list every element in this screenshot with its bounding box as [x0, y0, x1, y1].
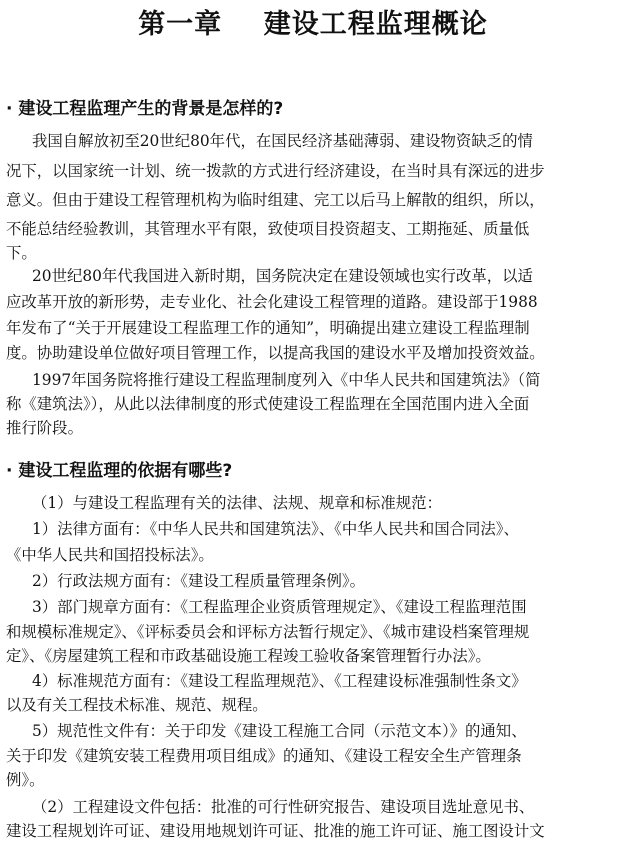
paragraph-line: 1）法律方面有：《中华人民共和国建筑法》、《中华人民共和国合同法》、 — [32, 520, 519, 538]
paragraph-line: 年发布了“关于开展建设工程监理工作的通知”，明确提出建立建设工程监理制 — [6, 319, 530, 337]
paragraph-line: 《中华人民共和国招投标法》。 — [6, 546, 214, 564]
paragraph-line: 3）部门规章方面有：《工程监理企业资质管理规定》、《建设工程监理范围 — [32, 598, 527, 616]
paragraph-line: （1）与建设工程监理有关的法律、法规、规章和标准规范： — [32, 494, 442, 512]
paragraph-line: 不能总结经验教训，其管理水平有限，致使项目投资超支、工期拖延、质量低 — [6, 220, 530, 238]
paragraph-line: 1997年国务院将推行建设工程监理制度列入《中华人民共和国建筑法》（简 — [32, 371, 541, 389]
paragraph-line: （2）工程建设文件包括：批准的可行性研究报告、建设项目选址意见书、 — [32, 798, 535, 816]
paragraph-line: 意义。但由于建设工程管理机构为临时组建、完工以后马上解散的组织，所以， — [6, 191, 545, 209]
paragraph-line: 称《建筑法》），从此以法律制度的形式使建设工程监理在全国范围内进入全面 — [6, 395, 530, 413]
paragraph-line: 2）行政法规方面有：《建设工程质量管理条例》。 — [32, 572, 365, 590]
paragraph-line: 况下，以国家统一计划、统一拨款的方式进行经济建设，在当时具有深远的进步 — [6, 162, 545, 180]
paragraph-line: 应改革开放的新形势，走专业化、社会化建设工程管理的道路。建设部于1988 — [6, 293, 538, 311]
paragraph-line: 度。协助建设单位做好项目管理工作，以提高我国的建设水平及增加投资效益。 — [6, 344, 545, 362]
paragraph-line: 以及有关工程技术标准、规范、规程。 — [6, 696, 268, 714]
section-heading-basis: · 建设工程监理的依据有哪些? — [6, 461, 233, 481]
paragraph-line: 建设工程规划许可证、建设用地规划许可证、批准的施工许可证、施工图设计文 — [6, 822, 545, 840]
chapter-title: 第一章 建设工程监理概论 — [138, 9, 488, 40]
paragraph-line: 下。 — [6, 244, 37, 262]
paragraph-line: 5）规范性文件有：关于印发《建设工程施工合同（示范文本）》的通知、 — [32, 722, 527, 740]
paragraph-line: 我国自解放初至20世纪80年代，在国民经济基础薄弱、建设物资缺乏的情 — [32, 132, 533, 150]
paragraph-line: 和规模标准规定》、《评标委员会和评标方法暂行规定》、《城市建设档案管理规 — [6, 623, 530, 641]
section-heading-background: · 建设工程监理产生的背景是怎样的? — [6, 99, 284, 119]
paragraph-line: 4）标准规范方面有：《建设工程监理规范》、《工程建设标准强制性条文》 — [32, 672, 527, 690]
paragraph-line: 推行阶段。 — [6, 419, 83, 437]
paragraph-line: 关于印发《建筑安装工程费用项目组成》的通知、《建设工程安全生产管理条 — [6, 747, 522, 765]
paragraph-line: 定》、《房屋建筑工程和市政基础设施工程竣工验收备案管理暂行办法》。 — [6, 647, 491, 665]
paragraph-line: 20世纪80年代我国进入新时期，国务院决定在建设领域也实行改革，以适 — [32, 267, 533, 285]
paragraph-line: 例》。 — [6, 771, 45, 789]
